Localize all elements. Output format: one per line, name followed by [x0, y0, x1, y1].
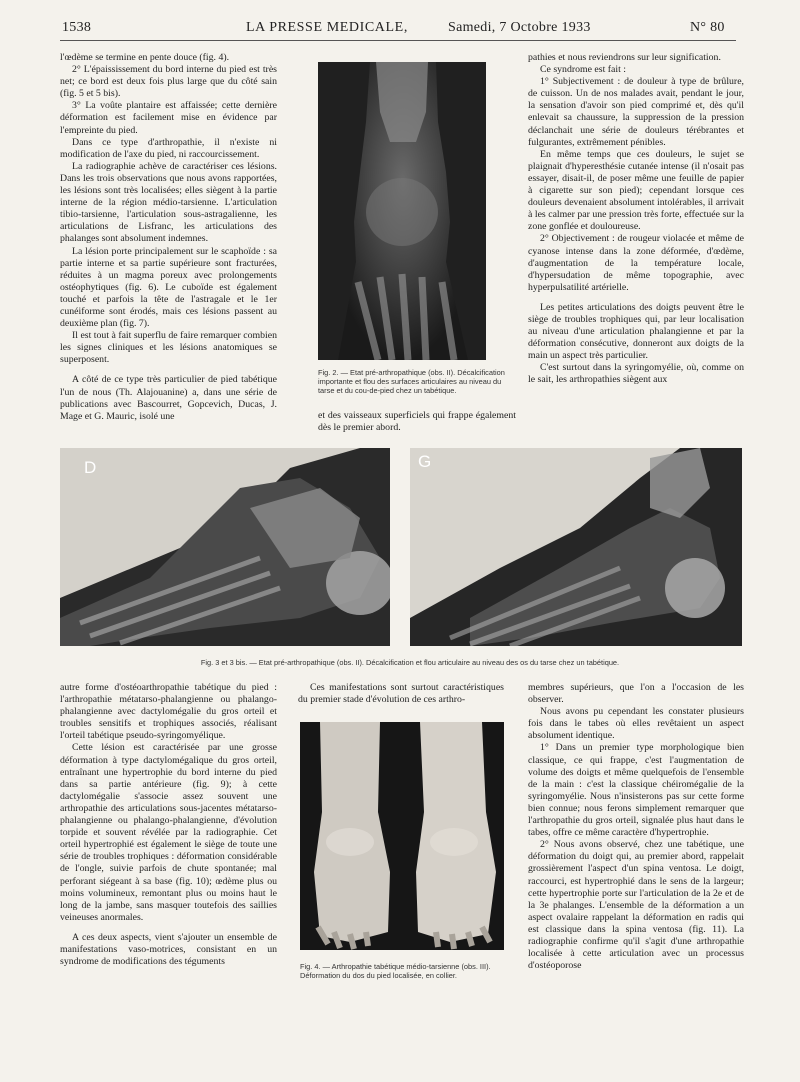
paragraph: Les petites articulations des doigts peuvent être le siège de troubles trophiques qui, par leur localisation au niveau d'une articulation phalangienne et par la déformation consécutive, donneront aux doigts de la main un aspect très particulier. [528, 301, 744, 362]
paragraph: Ce syndrome est fait : [540, 64, 626, 76]
figure-3-caption: Fig. 3 et 3 bis. — Etat pré-arthropathique (obs. II). Décalcification et flou articulaire au niveau des os du tarse chez un tabétique. [200, 658, 620, 667]
paragraph: 2° Nous avons observé, chez une tabétique, une déformation du doigt qui, au premier abord, rappelait grossièrement l'aspect d'un spina ventosa. Le doigt, raccourci, est hypertrophié dans le sens de la largeur; cette hypertrophie porte sur l'articulation de la 2e et de la 3e phalanges. L'ensemble de la déformation a un aspect ovalaire rappelant la déformation en radis qui est classique dans la spina ventosa (fig. 11). La radiographie confirme qu'il s'agit d'une arthropathie localisée à cette articulation avec un processus d'ostéoporose [528, 839, 744, 972]
column-3-bottom [528, 682, 744, 972]
paragraph: La lésion porte principalement sur le scaphoïde : sa partie interne et sa partie supérieure sont fracturées, réduites à un magma poreux avec prolongements ostéophytiques (fig. 6). Le cuboïde est également touché et parfois la tête de l'astragale et le 1er cunéiforme sont érodés, mais ces lésions passent au deuxième plan (fig. 7). [60, 245, 277, 330]
paragraph: Cette lésion est caractérisée par une grosse déformation à type dactylomégalique du gros orteil, entraînant une hypertrophie du bord interne du pied dans sa partie antérieure (fig. 9); à cette dactylomégalie s'associe assez souvent une arthropathie des articulations sous-jacentes métatarso-phalangienne ou phalango-phalangienne, d'évolution torpide et souvent révélée par la radiographie. Cet orteil hypertrophié est également le siège de toute une série de troubles trophiques : déformation considérable de l'ongle, suivie parfois de chute spontanée; mal perforant siégeant à sa base (fig. 10); œdème plus ou moins volumineux, remontant plus ou moins haut le long de la jambe, sans masquer toutefois des saillies veineuses anormales. [60, 742, 277, 923]
paragraph: Ces manifestations sont surtout caractéristiques du premier stade d'évolution de ces arthro- [298, 682, 504, 706]
figure-2-caption: Fig. 2. — Etat pré-arthropathique (obs. II). Décalcification importante et flou des surfaces articulaires au niveau du tarse et du cou-de-pied chez un tabétique. [318, 368, 505, 396]
paragraph: pathies et nous reviendrons sur leur signification. [528, 52, 721, 63]
paragraph: l'œdème se termine en pente douce (fig. 4). [60, 52, 230, 63]
paragraph: Dans ce type d'arthropathie, il n'existe ni modification de l'axe du pied, ni raccourcissement. [60, 136, 277, 160]
figure-3-label-d: D [84, 458, 97, 477]
figure-4-caption: Fig. 4. — Arthropathie tabétique médio-tarsienne (obs. III). Déformation du dos du pied localisée, en collier. [300, 962, 491, 981]
figure-3-radiograph-left [60, 448, 390, 646]
paragraph: 1° Subjectivement : de douleur à type de brûlure, de cuisson. Un de nos malades avait, pendant le jour, la sensation d'avoir son pied comprimé et, dès qu'il enlevait sa chaussure, la suppression de la pression déclanchait une série de douleurs térébrantes et fulgurantes, extrêmement pénibles. [528, 76, 744, 148]
paragraph: A ces deux aspects, vient s'ajouter un ensemble de manifestations vaso-motrices, consistant en un syndrome de modifications des téguments [60, 931, 277, 968]
page-number: 1538 [62, 20, 92, 35]
column-3-top [528, 52, 744, 387]
paragraph: 2° Objectivement : de rougeur violacée et même de cyanose intense dans la zone déformée, d'œdème, d'augmentation de la température locale, d'hypersudation de même topographie, avec hyperpulsatilité artérielle. [528, 233, 744, 293]
journal-title: LA PRESSE MEDICALE, [246, 20, 408, 35]
figure-3-label-g: G [418, 452, 432, 471]
paragraph: Il est tout à fait superflu de faire remarquer combien les signes cliniques et les lésions anatomiques se superposent. [60, 330, 277, 366]
paragraph: A côté de ce type très particulier de pied tabétique l'un de nous (Th. Alajouanine) a, dans une série de publications avec Bascourret, Gopcevich, Ducas, J. Mage et G. Mauric, isolé une [60, 374, 277, 422]
issue-date: Samedi, 7 Octobre 1933 [448, 20, 591, 35]
figure-3-radiograph-right [410, 448, 742, 646]
figure-2-radiograph [318, 62, 486, 360]
paragraph: Nous avons pu cependant les constater plusieurs fois dans le tabes où elles revêtaient un aspect absolument identique. [528, 706, 744, 742]
column-1-bottom [60, 682, 277, 968]
figure-2-after-text [318, 410, 516, 434]
column-1-top [60, 52, 277, 423]
column-2-bottom [298, 682, 504, 706]
issue-number: N° 80 [690, 20, 725, 35]
paragraph: membres supérieurs, que l'on a l'occasion de les observer. [528, 682, 744, 706]
running-header [60, 14, 736, 41]
paragraph: 3° La voûte plantaire est affaissée; cette dernière déformation est facilement mise en évidence par l'empreinte du pied. [60, 100, 277, 136]
paragraph: La radiographie achève de caractériser ces lésions. Dans les trois observations que nous avons rapportées, les lésions sont très localisées; elles siègent à la partie interne de la région médio-tarsienne. L'articulation tibio-tarsienne, l'articulation sous-astragalienne, les articulations de Lisfranc, les articulations des phalanges sont absolument indemnes. [60, 160, 277, 245]
paragraph: 2° L'épaississement du bord interne du pied est très net; ce bord est deux fois plus large que du côté sain (fig. 5 et 5 bis). [60, 64, 277, 100]
paragraph: et des vaisseaux superficiels qui frappe également dès le premier abord. [318, 410, 516, 434]
paragraph: C'est surtout dans la syringomyélie, où, comme on le sait, les arthropathies siègent aux [528, 362, 744, 386]
paragraph: 1° Dans un premier type morphologique bien classique, ce qui frappe, c'est l'augmentation de volume des doigts et même quelquefois de l'ensemble de la main : c'est la classique chéiromégalie de la syringomyélie. Nous n'insisterons pas sur cette forme bien connue; nous ferons simplement remarquer que l'arthropathie du gros orteil, signalée plus haut dans le tabes, offre ce même caractère d'hypertrophie. [528, 742, 744, 839]
paragraph: En même temps que ces douleurs, le sujet se plaignait d'hyperesthésie cutanée intense (il n'osait pas essayer, disait-il, de poser même une feuille de papier à cigarette sur son pied); cependant lorsque ces douleurs devenaient absolument intolérables, il arrivait à les calmer par une pression très forte, effectuée sur la zone gonflée et douloureuse. [528, 148, 744, 233]
paragraph: autre forme d'ostéoarthropathie tabétique du pied : l'arthropathie métatarso-phalangienne ou phalango-phalangienne avec dactylomégalie du gros orteil et troubles sensitifs et trophiques associés, réalisant l'orteil tabétique pseudo-syringomyélique. [60, 682, 277, 742]
figure-4-photograph [300, 722, 504, 950]
